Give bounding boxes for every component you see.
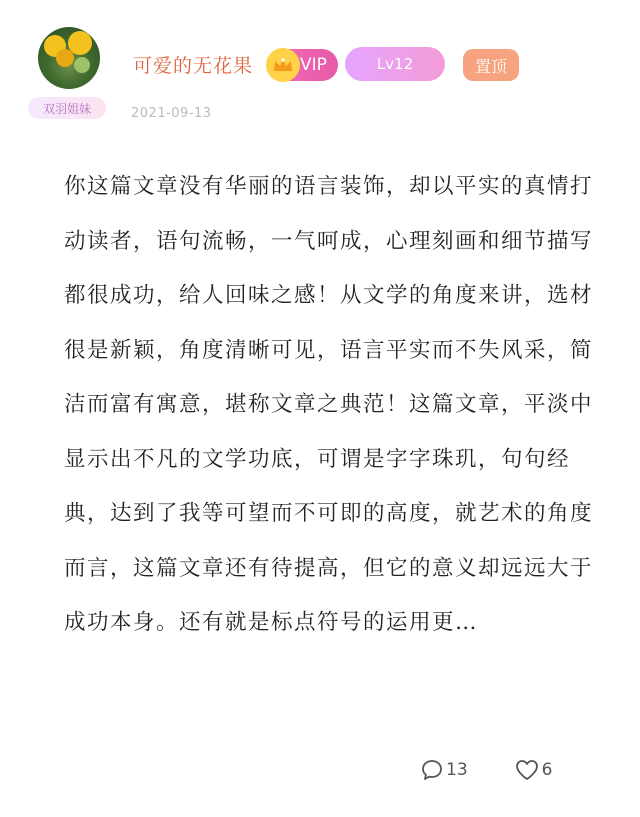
user-tag-badge <box>28 97 106 119</box>
pinned-badge <box>463 49 519 81</box>
post-actions <box>420 758 552 782</box>
like-button[interactable] <box>514 758 553 782</box>
avatar[interactable] <box>38 27 100 89</box>
like-count: 6 <box>541 760 553 780</box>
user-tag-label: 双羽姐妹 <box>42 101 91 116</box>
comment-count: 13 <box>446 760 468 780</box>
username[interactable]: 可爱的无花果 <box>133 55 254 77</box>
level-label: Lv12 <box>376 55 414 73</box>
pinned-label: 置顶 <box>474 56 507 76</box>
comment-icon <box>420 758 444 782</box>
comment-button[interactable] <box>420 758 468 782</box>
vip-label: VIP <box>300 55 327 75</box>
post-date: 2021-09-13 <box>131 106 212 121</box>
level-badge <box>345 47 445 81</box>
post-content: 你这篇文章没有华丽的语言装饰，却以平实的真情打动读者，语句流畅，一气呵成，心理刻画和细节描写都很成功，给人回味之感！从文学的角度来讲，选材很是新颖，角度清晰可见，语言平实而不失风采，简洁而富有寓意，堪称文章之典范！这篇文章，平淡中显示出不凡的文学功底，可谓是字字珠玑，句句经典，达到了我等可望而不可即的高度，就艺术的角度而言，这篇文章还有待提高，但它的意义却远远大于成功本身。还有就是标点符号的运用更… <box>64 174 594 635</box>
vip-badge <box>268 49 338 81</box>
crown-icon <box>266 48 300 82</box>
heart-icon <box>514 758 540 782</box>
